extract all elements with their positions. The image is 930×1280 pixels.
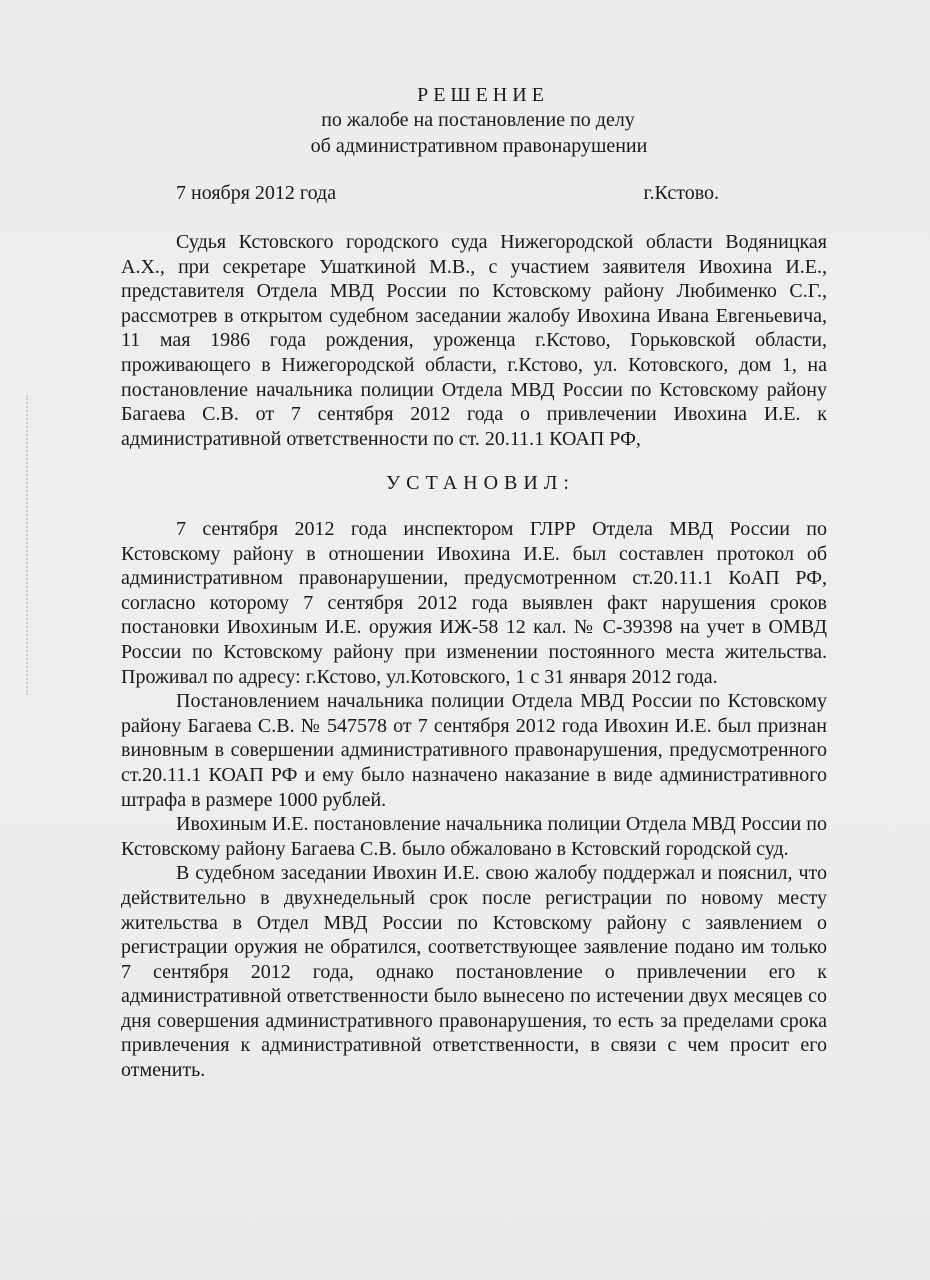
scan-edge-mark [26, 395, 34, 695]
document-subtitle-line1: по жалобе на постановление по делу [321, 109, 635, 131]
document-date: 7 ноября 2012 года [176, 182, 337, 204]
intro-paragraph: Судья Кстовского городского суда Нижегородской области Водяницкая А.Х., при секретаре Ушаткиной М.В., с участием заявителя Ивохина И.Е., представителя Отдела МВД России по Кстовскому району Любименко С.Г., рассмотрев в открытом судебном заседании жалобу Ивохина Ивана Евгеньевича, 11 мая 1986 года рождения, уроженца г.Кстово, Горьковской области, проживающего в Нижегородской области, г.Кстово, ул. Котовского, дом 1, на постановление начальника полиции Отдела МВД России по Кстовскому району Багаева С.В. от 7 сентября 2012 года о привлечении Ивохина И.Е. к административной ответственности по ст. 20.11.1 КОАП РФ, [121, 231, 827, 450]
document-city: г.Кстово. [643, 182, 719, 204]
intro-section [121, 230, 827, 451]
body-paragraph-4: В судебном заседании Ивохин И.Е. свою жалобу поддержал и пояснил, что действительно в двухнедельный срок после регистрации по новому месту жительства в Отдел МВД России по Кстовскому району с заявлением о регистрации оружия не обратился, соответствующее заявление подано им только 7 сентября 2012 года, однако постановление о привлечении его к административной ответственности было вынесено по истечении двух месяцев со дня совершения административного правонарушения, то есть за пределами срока привлечения к административной ответственности, в связи с чем просит его отменить. [121, 862, 827, 1082]
body-paragraph-3: Ивохиным И.Е. постановление начальника полиции Отдела МВД России по Кстовскому району Багаева С.В. было обжаловано в Кстовский городской суд. [121, 813, 827, 860]
body-section [121, 517, 827, 1083]
date-city-line [176, 181, 719, 205]
body-paragraph-2: Постановлением начальника полиции Отдела МВД России по Кстовскому району Багаева С.В. № 547578 от 7 сентября 2012 года Ивохин И.Е. был признан виновным в совершении административного правонарушения, предусмотренного ст.20.11.1 КОАП РФ и ему было назначено наказание в виде административного штрафа в размере 1000 рублей. [121, 690, 827, 811]
document-subtitle-line2: об административном правонарушении [310, 135, 648, 157]
body-paragraph-1: 7 сентября 2012 года инспектором ГЛРР Отдела МВД России по Кстовскому району в отношении Ивохина И.Е. был составлен протокол об административном правонарушении, предусмотренном ст.20.11.1 КоАП РФ, согласно которому 7 сентября 2012 года выявлен факт нарушения сроков постановки Ивохиным И.Е. оружия ИЖ-58 12 кал. № С-39398 на учет в ОМВД России по Кстовскому району при изменении постоянного места жительства. Проживал по адресу: г.Кстово, ул.Котовского, 1 с 31 января 2012 года. [121, 518, 827, 688]
established-heading: УСТАНОВИЛ: [386, 472, 575, 494]
document-title: РЕШЕНИЕ [417, 84, 549, 106]
